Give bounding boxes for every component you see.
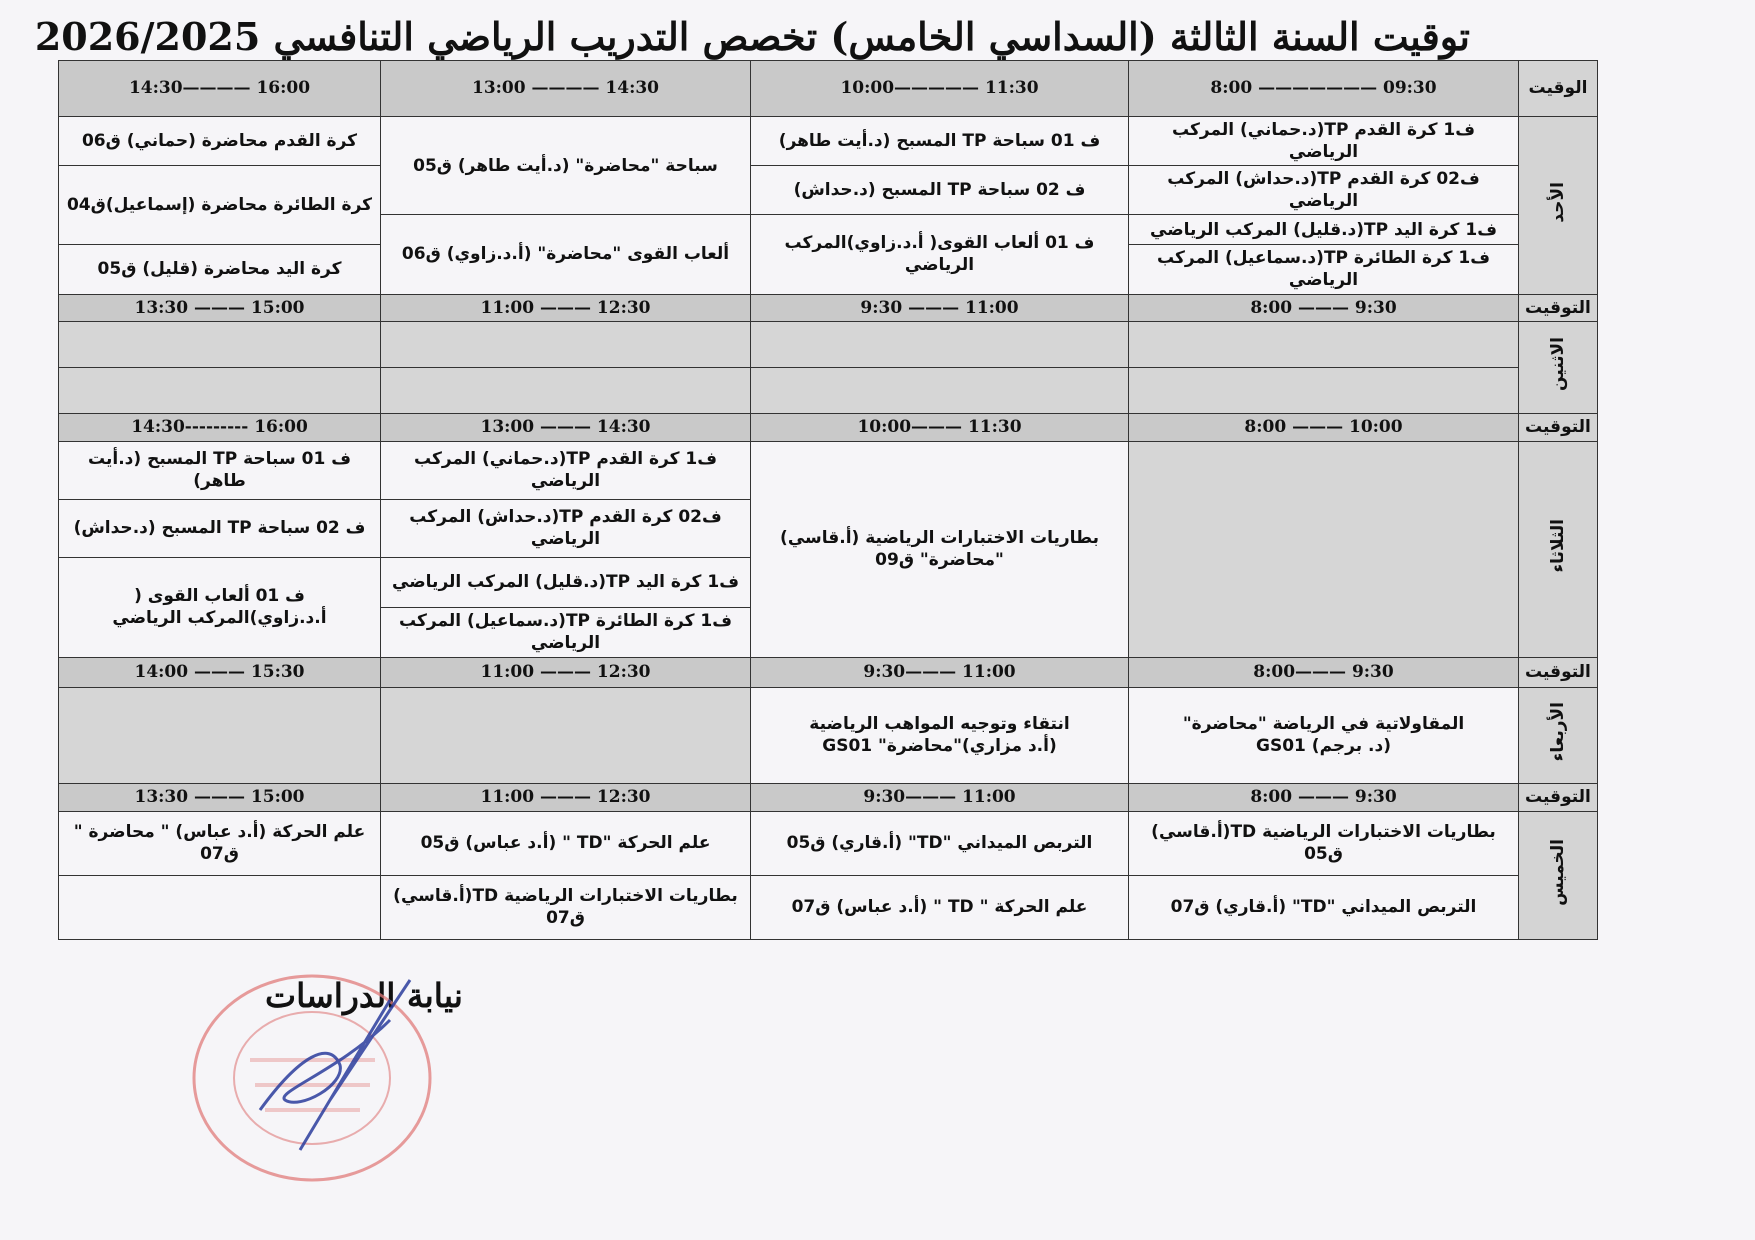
empty-cell bbox=[751, 367, 1129, 413]
time-slot: 8:00 ——— 9:30 bbox=[1129, 294, 1519, 321]
time-label: التوقيت bbox=[1519, 413, 1598, 441]
empty-cell bbox=[751, 321, 1129, 367]
time-slot: 8:00——— 9:30 bbox=[1129, 657, 1519, 687]
time-slot: 13:00 ——— 14:30 bbox=[381, 413, 751, 441]
time-slot: 13:00 ———— 14:30 bbox=[381, 61, 751, 117]
day-label-thursday: الخميس bbox=[1519, 811, 1598, 939]
time-slot: 8:00 ——— 10:00 bbox=[1129, 413, 1519, 441]
session-cell: ف1 كرة اليد TP(د.قليل) المركب الرياضي bbox=[1129, 215, 1519, 245]
time-slot: 8:00 ——— 9:30 bbox=[1129, 783, 1519, 811]
official-seal-icon bbox=[180, 960, 450, 1190]
session-cell: ف 02 سباحة TP المسبح (د.حداش) bbox=[751, 166, 1129, 215]
session-cell: بطاريات الاختبارات الرياضية TD(أ.قاسي) ق05 bbox=[1129, 811, 1519, 875]
time-slot: 14:30--------- 16:00 bbox=[59, 413, 381, 441]
time-slot: 8:00 ——————— 09:30 bbox=[1129, 61, 1519, 117]
time-slot: 13:30 ——— 15:00 bbox=[59, 294, 381, 321]
time-label: الوقيت bbox=[1519, 61, 1598, 117]
empty-cell bbox=[59, 687, 381, 783]
session-cell: ف1 كرة الطائرة TP(د.سماعيل) المركب الرياضي bbox=[381, 607, 751, 657]
day-label-sunday: الأحد bbox=[1519, 117, 1598, 295]
time-slot: 11:00 ——— 12:30 bbox=[381, 783, 751, 811]
time-label: التوقيت bbox=[1519, 657, 1598, 687]
page-title: توقيت السنة الثالثة (السداسي الخامس) تخصص التدريب الرياضي التنافسي 2026/2025 bbox=[34, 14, 1470, 59]
time-slot: 10:00——— 11:30 bbox=[751, 413, 1129, 441]
empty-cell bbox=[59, 321, 381, 367]
empty-cell bbox=[1129, 441, 1519, 657]
day-label-tuesday: الثلاثاء bbox=[1519, 441, 1598, 657]
time-slot: 9:30——— 11:00 bbox=[751, 783, 1129, 811]
session-line: بطاريات الاختبارات الرياضية (أ.قاسي) bbox=[780, 528, 1099, 549]
time-label: التوقيت bbox=[1519, 294, 1598, 321]
session-cell: علم الحركة "TD " (أ.د عباس) ق05 bbox=[381, 811, 751, 875]
session-line: انتقاء وتوجيه المواهب الرياضية bbox=[809, 714, 1070, 735]
session-cell: بطاريات الاختبارات الرياضية TD(أ.قاسي) ق07 bbox=[381, 875, 751, 939]
session-cell bbox=[751, 687, 1129, 783]
time-label: التوقيت bbox=[1519, 783, 1598, 811]
day-label-wednesday: الأربعاء bbox=[1519, 687, 1598, 783]
session-cell: كرة اليد محاضرة (قليل) ق05 bbox=[59, 245, 381, 294]
session-cell: ف02 كرة القدم TP(د.حداش) المركب الرياضي bbox=[1129, 166, 1519, 215]
session-cell: علم الحركة (أ.د عباس) " محاضرة " ق07 bbox=[59, 811, 381, 875]
session-cell: ألعاب القوى "محاضرة" (أ.د.زاوي) ق06 bbox=[381, 215, 751, 294]
session-cell: سباحة "محاضرة" (د.أيت طاهر) ق05 bbox=[381, 117, 751, 215]
time-slot: 14:00 ——— 15:30 bbox=[59, 657, 381, 687]
empty-cell bbox=[59, 875, 381, 939]
time-slot: 9:30——— 11:00 bbox=[751, 657, 1129, 687]
time-slot: 9:30 ——— 11:00 bbox=[751, 294, 1129, 321]
session-cell: التربص الميداني "TD" (أ.قاري) ق07 bbox=[1129, 875, 1519, 939]
empty-cell bbox=[381, 321, 751, 367]
time-slot: 11:00 ——— 12:30 bbox=[381, 657, 751, 687]
empty-cell bbox=[381, 687, 751, 783]
session-cell: ف1 كرة الطائرة TP(د.سماعيل) المركب الرياضي bbox=[1129, 245, 1519, 294]
session-cell: ف 01 ألعاب القوى( أ.د.زاوي)المركب الرياضي bbox=[751, 215, 1129, 294]
session-cell: كرة القدم محاضرة (حماني) ق06 bbox=[59, 117, 381, 166]
footer-signature-label: نيابة الدراسات bbox=[265, 976, 463, 1015]
time-slot: 14:30———— 16:00 bbox=[59, 61, 381, 117]
session-cell: ف02 كرة القدم TP(د.حداش) المركب الرياضي bbox=[381, 499, 751, 557]
session-cell: ف 01 ألعاب القوى ( أ.د.زاوي)المركب الرياضي bbox=[59, 557, 381, 657]
session-cell: ف1 كرة اليد TP(د.قليل) المركب الرياضي bbox=[381, 557, 751, 607]
session-line: "محاضرة" ق09 bbox=[875, 550, 1004, 571]
session-cell: كرة الطائرة محاضرة (إسماعيل)ق04 bbox=[59, 166, 381, 245]
session-cell bbox=[751, 441, 1129, 657]
session-cell: ف 01 سباحة TP المسبح (د.أيت طاهر) bbox=[751, 117, 1129, 166]
session-cell: ف 01 سباحة TP المسبح (د.أيت طاهر) bbox=[59, 441, 381, 499]
empty-cell bbox=[59, 367, 381, 413]
session-cell bbox=[1129, 687, 1519, 783]
empty-cell bbox=[381, 367, 751, 413]
empty-cell bbox=[1129, 367, 1519, 413]
session-cell: التربص الميداني "TD" (أ.قاري) ق05 bbox=[751, 811, 1129, 875]
session-line: (د. برجم) GS01 bbox=[1256, 736, 1391, 757]
time-slot: 10:00————— 11:30 bbox=[751, 61, 1129, 117]
session-cell: ف1 كرة القدم TP(د.حماني) المركب الرياضي bbox=[1129, 117, 1519, 166]
day-label-monday: الاثنين bbox=[1519, 321, 1598, 413]
session-cell: ف1 كرة القدم TP(د.حماني) المركب الرياضي bbox=[381, 441, 751, 499]
time-slot: 13:30 ——— 15:00 bbox=[59, 783, 381, 811]
session-cell: علم الحركة " TD " (أ.د عباس) ق07 bbox=[751, 875, 1129, 939]
schedule-table bbox=[58, 60, 1598, 940]
session-cell: ف 02 سباحة TP المسبح (د.حداش) bbox=[59, 499, 381, 557]
session-line: المقاولاتية في الرياضة "محاضرة" bbox=[1182, 714, 1465, 735]
session-line: (أ.د مزاري)"محاضرة" GS01 bbox=[822, 736, 1057, 757]
empty-cell bbox=[1129, 321, 1519, 367]
time-slot: 11:00 ——— 12:30 bbox=[381, 294, 751, 321]
